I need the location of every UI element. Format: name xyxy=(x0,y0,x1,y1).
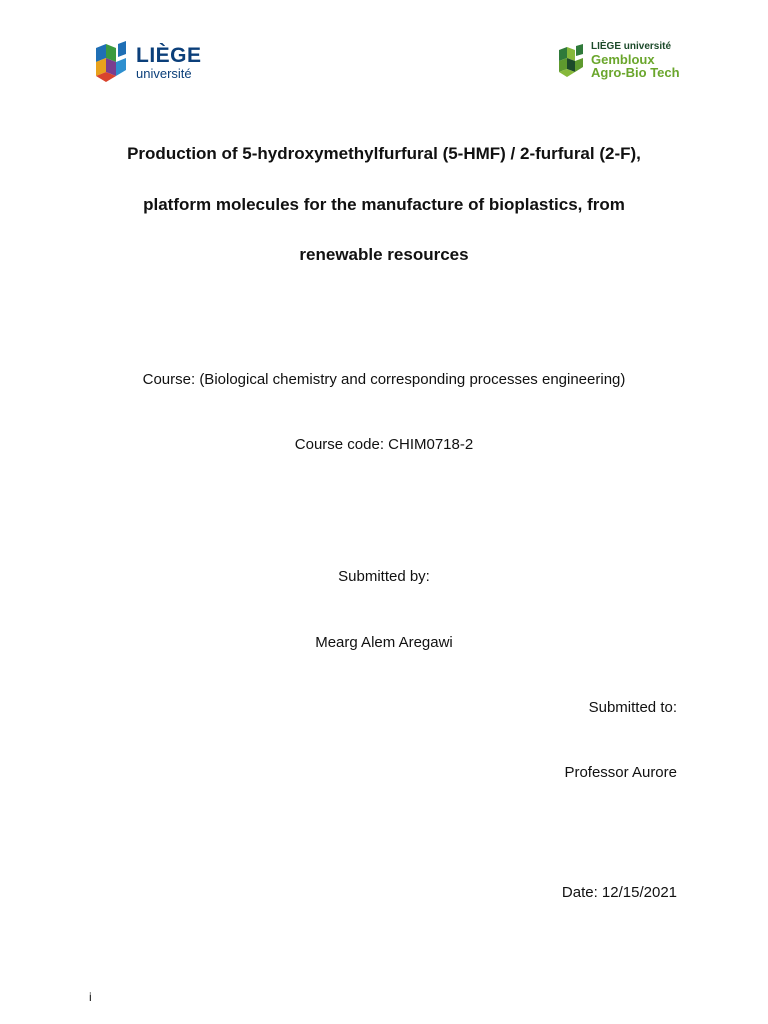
submitted-by-label: Submitted by: xyxy=(338,568,430,585)
document-title-line-1: Production of 5-hydroxymethylfurfural (5-HMF) / 2-furfural (2-F), xyxy=(127,144,641,163)
professor-name: Professor Aurore xyxy=(564,764,677,781)
gembloux-subtitle: Agro-Bio Tech xyxy=(591,65,680,81)
author-name: Mearg Alem Aregawi xyxy=(315,634,453,651)
gembloux-name: Gembloux xyxy=(591,51,655,67)
gembloux-emblem-icon xyxy=(558,44,586,78)
submitted-to-label: Submitted to: xyxy=(588,699,677,716)
uliege-logo xyxy=(94,40,202,84)
document-title-line-3: renewable resources xyxy=(299,245,469,264)
uliege-subtitle: université xyxy=(136,65,192,81)
uliege-name: LIÈGE xyxy=(136,43,202,67)
submission-date: Date: 12/15/2021 xyxy=(561,884,677,901)
uliege-emblem-icon xyxy=(94,40,130,84)
document-title-line-2: platform molecules for the manufacture of bioplastics, from xyxy=(143,195,625,214)
page-number: i xyxy=(89,990,92,1004)
gembloux-logo xyxy=(558,42,680,80)
course-code: Course code: CHIM0718-2 xyxy=(294,436,474,453)
gembloux-university: LIÈGE université xyxy=(591,41,672,52)
course-name: Course: (Biological chemistry and corresponding processes engineering) xyxy=(142,371,626,388)
